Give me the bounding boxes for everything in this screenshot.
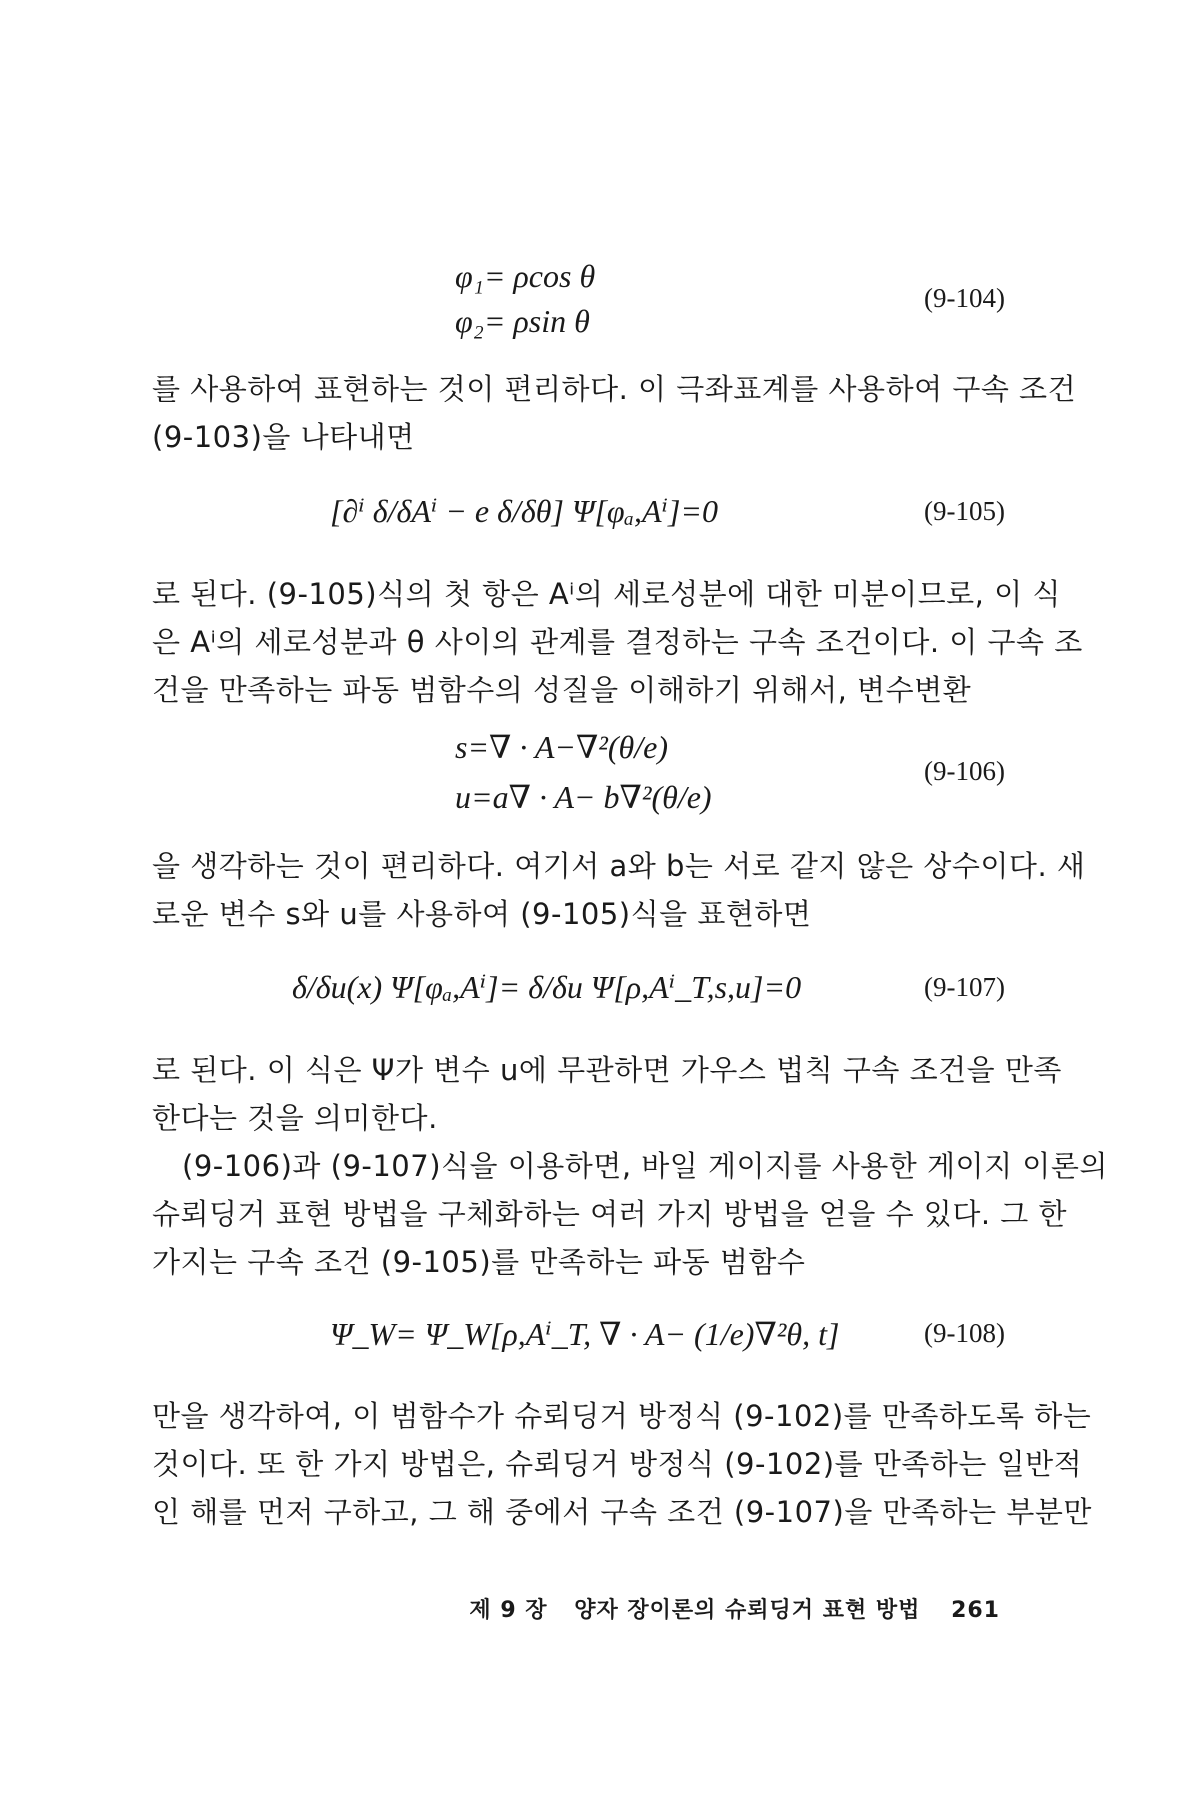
text-line: (9-103)을 나타내면: [152, 420, 415, 454]
equation-number-9-104: (9-104): [924, 283, 1005, 313]
page-number: 261: [951, 1598, 1000, 1623]
equation-9-106-line-1: s=∇ · A−∇²(θ/e): [455, 729, 669, 765]
equation-9-105: [∂ⁱ δ/δAⁱ − e δ/δθ] Ψ[φₐ,Aⁱ]=0: [330, 493, 718, 529]
text-line: 가지는 구속 조건 (9-105)를 만족하는 파동 범함수: [152, 1245, 806, 1279]
text-line: 한다는 것을 의미한다.: [152, 1101, 438, 1135]
equation-9-108: Ψ_W= Ψ_W[ρ,Aⁱ_T, ∇ · A− (1/e)∇²θ, t]: [330, 1316, 840, 1352]
footer-chapter-title: 양자 장이론의 슈뢰딩거 표현 방법: [574, 1598, 921, 1623]
paragraph-3: [152, 842, 1086, 938]
text-line: 을 생각하는 것이 편리하다. 여기서 a와 b는 서로 같지 않은 상수이다. 새: [152, 849, 1086, 883]
text-line: 로운 변수 s와 u를 사용하여 (9-105)식을 표현하면: [152, 897, 812, 931]
text-line: 만을 생각하여, 이 범함수가 슈뢰딩거 방정식 (9-102)를 만족하도록 하는: [152, 1399, 1092, 1433]
paragraph-1: [152, 365, 1077, 461]
text-line: (9-106)과 (9-107)식을 이용하면, 바일 게이지를 사용한 게이지 이론의: [182, 1149, 1108, 1183]
paragraph-4: [152, 1046, 1062, 1142]
equation-9-104-line-1: φ₁= ρcos θ: [455, 258, 596, 294]
equation-number-9-106: (9-106): [924, 756, 1005, 786]
equation-9-104-line-2: φ₂= ρsin θ: [455, 303, 590, 339]
page-footer: [440, 1593, 1000, 1624]
equation-number-9-108: (9-108): [924, 1318, 1005, 1348]
paragraph-2: [152, 570, 1083, 714]
text-line: 것이다. 또 한 가지 방법은, 슈뢰딩거 방정식 (9-102)를 만족하는 일반적: [152, 1447, 1083, 1481]
equation-9-106-line-2: u=a∇ · A− b∇²(θ/e): [455, 779, 712, 815]
paragraph-5: [152, 1142, 1108, 1286]
text-line: 를 사용하여 표현하는 것이 편리하다. 이 극좌표계를 사용하여 구속 조건: [152, 372, 1077, 406]
footer-chapter: 제 9 장: [469, 1598, 548, 1623]
equation-number-9-107: (9-107): [924, 972, 1005, 1002]
text-line: 슈뢰딩거 표현 방법을 구체화하는 여러 가지 방법을 얻을 수 있다. 그 한: [152, 1197, 1068, 1231]
text-line: 건을 만족하는 파동 범함수의 성질을 이해하기 위해서, 변수변환: [152, 673, 972, 707]
text-line: 인 해를 먼저 구하고, 그 해 중에서 구속 조건 (9-107)을 만족하는 부분만: [152, 1495, 1092, 1529]
equation-9-107: δ/δu(x) Ψ[φₐ,Aⁱ]= δ/δu Ψ[ρ,Aⁱ_T,s,u]=0: [292, 969, 802, 1005]
text-line: 로 된다. (9-105)식의 첫 항은 Aⁱ의 세로성분에 대한 미분이므로, 이 식: [152, 577, 1061, 611]
text-line: 은 Aⁱ의 세로성분과 θ 사이의 관계를 결정하는 구속 조건이다. 이 구속 조: [152, 625, 1083, 659]
paragraph-6: [152, 1392, 1092, 1536]
equation-number-9-105: (9-105): [924, 496, 1005, 526]
text-line: 로 된다. 이 식은 Ψ가 변수 u에 무관하면 가우스 법칙 구속 조건을 만족: [152, 1053, 1062, 1087]
